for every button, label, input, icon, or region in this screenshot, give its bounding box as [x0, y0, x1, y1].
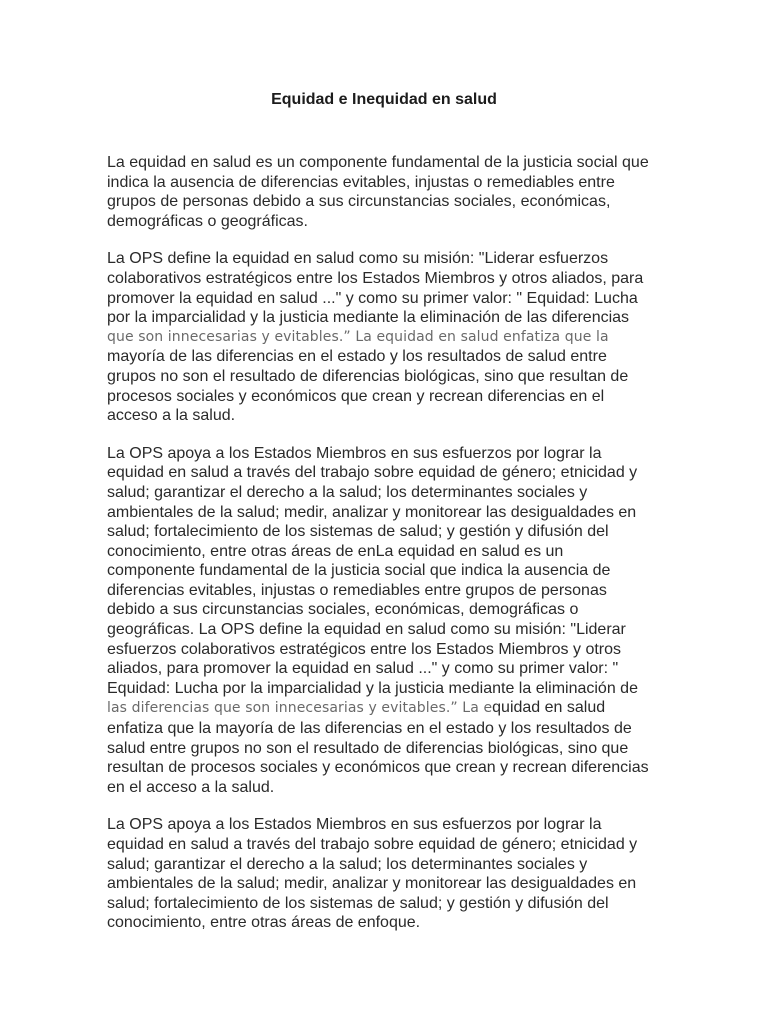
- text-line: equidad en salud a través del trabajo sobre equidad de género; etnicidad y: [107, 836, 638, 853]
- paragraph-2: [107, 249, 667, 425]
- text-line: aliados, para promover la equidad en salud ..." y como su primer valor: ": [107, 660, 619, 678]
- text-line: colaborativos estratégicos entre los Estados Miembros y otros aliados, para: [107, 269, 644, 287]
- text-line: salud; fortalecimiento de los sistemas de salud; y gestión y difusión del: [107, 523, 609, 541]
- text-line: ambientales de la salud; medir, analizar y monitorear las desigualdades en: [107, 503, 637, 521]
- text-line: acceso a la salud.: [107, 407, 236, 425]
- text-line: componente fundamental de la justicia social que indica la ausencia de: [107, 562, 611, 580]
- document-body: [107, 153, 667, 951]
- text-gray-part: las diferencias que son innecesarias y evitables.” La e: [107, 700, 493, 717]
- text-line: ambientales de la salud; medir, analizar y monitorear las desigualdades en: [107, 875, 637, 893]
- paragraph-4: [107, 815, 667, 933]
- text-line: grupos no son el resultado de diferencias biológicas, sino que resultan de: [107, 367, 629, 385]
- paragraph-1: [107, 153, 667, 231]
- text-line: mayoría de las diferencias en el estado y los resultados de salud entre: [107, 348, 607, 366]
- text-line: indica la ausencia de diferencias evitables, injustas o remediables entre: [107, 173, 615, 191]
- text-line: La OPS apoya a los Estados Miembros en sus esfuerzos por lograr la: [107, 816, 602, 834]
- text-line: equidad en salud a través del trabajo sobre equidad de género; etnicidad y: [107, 464, 638, 482]
- text-line: esfuerzos colaborativos estratégicos entre los Estados Miembros y otros: [107, 640, 622, 658]
- text-line: salud; garantizar el derecho a la salud; los determinantes sociales y: [107, 483, 588, 501]
- text-line: grupos de personas debido a sus circunstancias sociales, económicas,: [107, 193, 611, 211]
- text-line-gray: que son innecesarias y evitables.” La equidad en salud enfatiza que la: [107, 328, 609, 345]
- text-line: Equidad: Lucha por la imparcialidad y la justicia mediante la eliminación de: [107, 679, 638, 697]
- text-line: por la imparcialidad y la justicia mediante la eliminación de las diferencias: [107, 309, 630, 327]
- text-line: geográficas. La OPS define la equidad en salud como su misión: "Liderar: [107, 621, 626, 639]
- text-line: conocimiento, entre otras áreas de enfoque.: [107, 914, 421, 932]
- text-line: salud; fortalecimiento de los sistemas de salud; y gestión y difusión del: [107, 894, 609, 912]
- text-line: La equidad en salud es un componente fundamental de la justicia social que: [107, 154, 649, 171]
- document-title: Equidad e Inequidad en salud: [271, 91, 497, 108]
- text-line-mixed: [107, 698, 667, 719]
- text-line: La OPS apoya a los Estados Miembros en sus esfuerzos por lograr la: [107, 444, 602, 462]
- paragraph-3: [107, 444, 667, 798]
- text-line: salud entre grupos no son el resultado de diferencias biológicas, sino que: [107, 739, 629, 757]
- text-line: conocimiento, entre otras áreas de enLa equidad en salud es un: [107, 542, 564, 560]
- text-normal-part: quidad en salud: [492, 699, 606, 717]
- text-line: promover la equidad en salud ..." y como su primer valor: " Equidad: Lucha: [107, 289, 638, 307]
- text-line: diferencias evitables, injustas o remediables entre grupos de personas: [107, 581, 607, 599]
- text-line: procesos sociales y económicos que crean y recrean diferencias en el: [107, 387, 605, 405]
- text-line: en el acceso a la salud.: [107, 778, 275, 796]
- text-line: debido a sus circunstancias sociales, económicas, demográficas o: [107, 601, 579, 619]
- text-line: demográficas o geográficas.: [107, 212, 308, 230]
- text-line: salud; garantizar el derecho a la salud; los determinantes sociales y: [107, 855, 588, 873]
- text-line: La OPS define la equidad en salud como su misión: "Liderar esfuerzos: [107, 250, 609, 268]
- text-line: resultan de procesos sociales y económicos que crean y recrean diferencias: [107, 759, 649, 777]
- text-line: enfatiza que la mayoría de las diferencias en el estado y los resultados de: [107, 720, 632, 738]
